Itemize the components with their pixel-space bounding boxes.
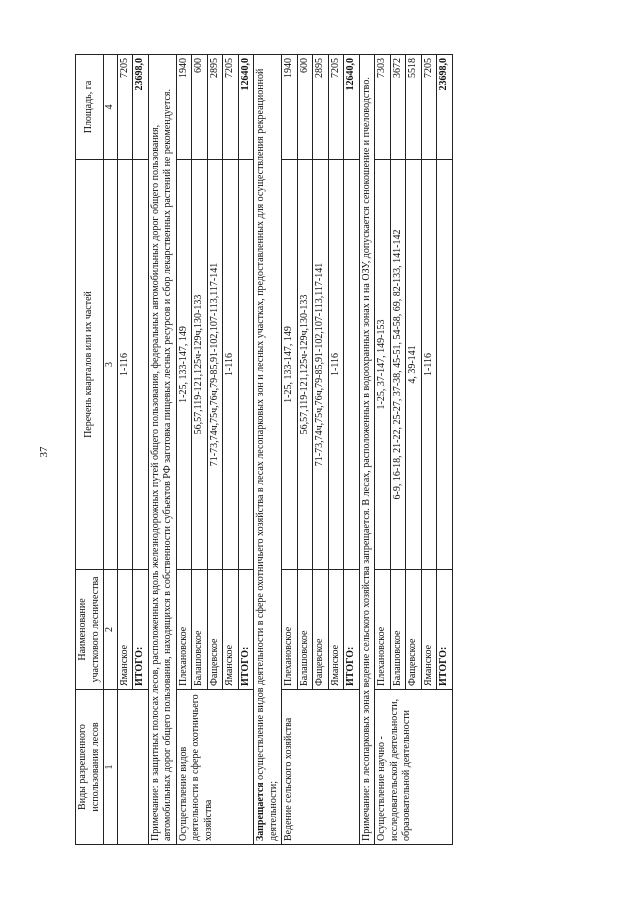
area-value: 3672 xyxy=(390,55,406,160)
table-row xyxy=(176,55,192,845)
empty-cell xyxy=(133,160,149,570)
quarters-list: 1-116 xyxy=(223,160,239,570)
district-name: Фащевское xyxy=(313,570,329,690)
area-value: 1940 xyxy=(282,55,298,160)
table-row xyxy=(375,55,391,845)
table-row xyxy=(117,55,133,845)
district-name: Плехановское xyxy=(176,570,192,690)
quarters-list: 71-73,74ч,75ч,76ч,79-85,91-102,107-113,117-141 xyxy=(313,160,329,570)
note-row xyxy=(254,55,282,845)
total-value: 12640,0 xyxy=(344,55,360,160)
area-value: 7205 xyxy=(421,55,437,160)
district-name: Фащевское xyxy=(207,570,223,690)
header-district-name: Наименование участкового лесничества xyxy=(76,570,104,690)
quarters-list: 1-25, 133-147, 149 xyxy=(176,160,192,570)
note-rest: осуществление видов деятельности в сфере охотничьего хозяйства в лесах лесопарковых зон и лесных участках, предоставленных для осуществления рекреационной деятельности; xyxy=(255,68,279,841)
quarters-list: 1-116 xyxy=(421,160,437,570)
header-use-types: Виды разрешенного использования лесов xyxy=(76,690,104,845)
area-value: 7205 xyxy=(328,55,344,160)
use-type-research: Осуществление научно - исследовательской деятельности, образовательной деятельности xyxy=(375,690,453,845)
area-value: 5518 xyxy=(406,55,422,160)
quarters-list: 56,57,119-121,125ч-129ч,130-133 xyxy=(192,160,208,570)
district-name: Яманское xyxy=(223,570,239,690)
column-number: 2 xyxy=(104,570,118,690)
district-name: Балашовское xyxy=(390,570,406,690)
total-value: 23698,0 xyxy=(437,55,453,160)
note-row xyxy=(148,55,176,845)
district-name: Яманское xyxy=(421,570,437,690)
note-text xyxy=(254,55,282,845)
header-quarters-list: Перечень кварталов или их частей xyxy=(76,160,104,570)
district-name: Плехановское xyxy=(282,570,298,690)
area-value: 7205 xyxy=(223,55,239,160)
area-value: 7303 xyxy=(375,55,391,160)
total-value: 12640,0 xyxy=(238,55,254,160)
quarters-list: 71-73,74ч,75ч,76ч,79-85,91-102,107-113,117-141 xyxy=(207,160,223,570)
quarters-list: 1-116 xyxy=(117,160,133,570)
note-row xyxy=(359,55,375,845)
total-label: ИТОГО: xyxy=(133,570,149,690)
total-label: ИТОГО: xyxy=(238,570,254,690)
empty-cell xyxy=(344,160,360,570)
header-area: Площадь, га xyxy=(76,55,104,160)
forest-use-table xyxy=(75,54,453,845)
rotated-table-sheet xyxy=(75,55,560,845)
district-name: Балашовское xyxy=(297,570,313,690)
table-row xyxy=(282,55,298,845)
empty-cell xyxy=(437,160,453,570)
column-number: 4 xyxy=(104,55,118,160)
total-label: ИТОГО: xyxy=(437,570,453,690)
quarters-list: 1-116 xyxy=(328,160,344,570)
district-name: Плехановское xyxy=(375,570,391,690)
quarters-list: 1-25, 133-147, 149 xyxy=(282,160,298,570)
column-number-row xyxy=(104,55,118,845)
quarters-list: 1-25, 37-147, 149-153 xyxy=(375,160,391,570)
district-name: Яманское xyxy=(328,570,344,690)
quarters-list: 6-9, 16-18, 21-22, 25-27, 37-38, 45-51, 54-58, 69, 82-133, 141-142 xyxy=(390,160,406,570)
area-value: 600 xyxy=(192,55,208,160)
district-name: Балашовское xyxy=(192,570,208,690)
use-type-cell xyxy=(117,690,148,845)
page-number: 37 xyxy=(38,446,50,458)
column-number: 1 xyxy=(104,690,118,845)
area-value: 2895 xyxy=(313,55,329,160)
district-name: Фащевское xyxy=(406,570,422,690)
total-label: ИТОГО: xyxy=(344,570,360,690)
empty-cell xyxy=(238,160,254,570)
total-value: 23698,0 xyxy=(133,55,149,160)
use-type-hunting: Осуществление видов деятельности в сфере охотничьего хозяйства xyxy=(176,690,254,845)
quarters-list: 4, 39-141 xyxy=(406,160,422,570)
note-text: Примечание: в защитных полосах лесов, расположенных вдоль железнодорожных путей общего пользования, федеральных автомобильных дорог общего пользования, автомобильных дорог общего пользования, находящихся в собственности субъектов РФ заготовка пищевых лесных ресурсов и сбор лекарственных растений не рекомендуется. xyxy=(148,55,176,845)
column-number: 3 xyxy=(104,160,118,570)
area-value: 2895 xyxy=(207,55,223,160)
note-bold: Запрещается xyxy=(255,782,266,841)
area-value: 7205 xyxy=(117,55,133,160)
area-value: 1940 xyxy=(176,55,192,160)
district-name: Яманское xyxy=(117,570,133,690)
use-type-agriculture: Ведение сельского хозяйства xyxy=(282,690,360,845)
area-value: 600 xyxy=(297,55,313,160)
note-text: Примечание: в лесопарковых зонах ведение сельского хозяйства запрещается. В лесах, расположенных в водоохранных зонах и на ОЗУ, допускается сенокошение и пчеловодство. xyxy=(359,55,375,845)
quarters-list: 56,57,119-121,125ч-129ч,130-133 xyxy=(297,160,313,570)
header-row xyxy=(76,55,104,845)
